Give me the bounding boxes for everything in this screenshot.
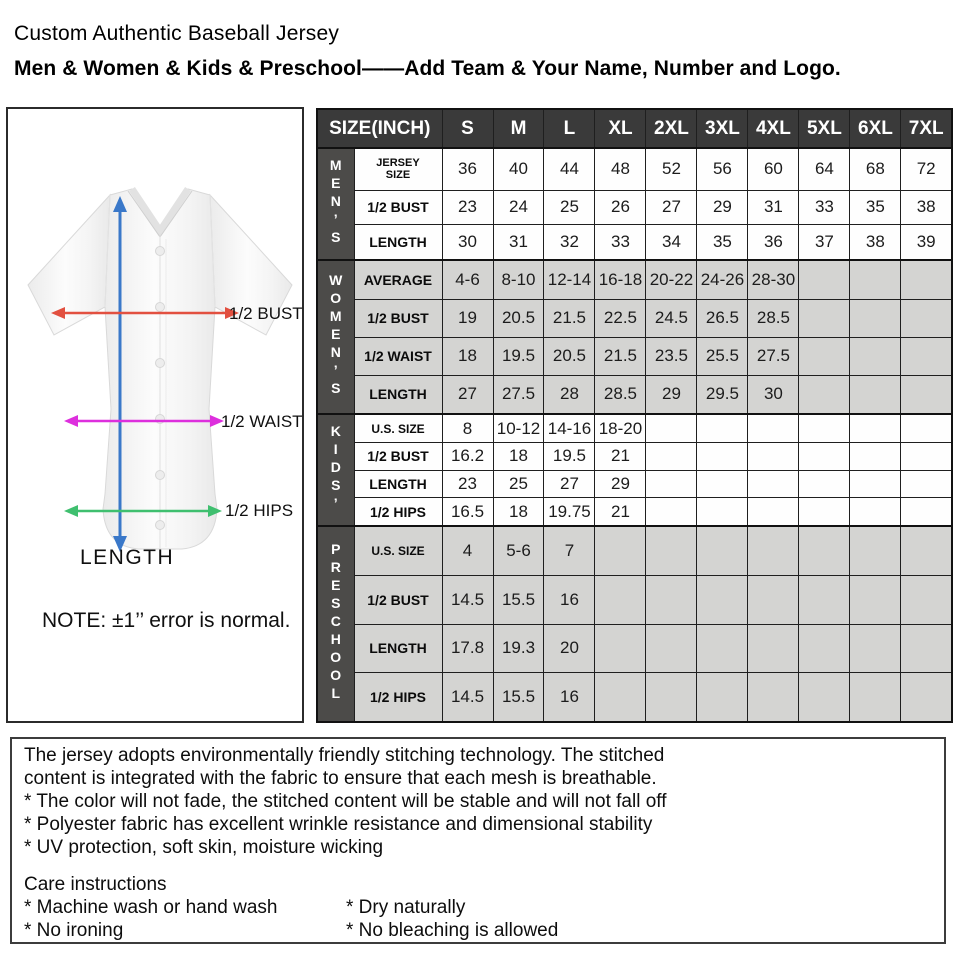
row-label-text: U.S. SIZE	[371, 544, 425, 559]
row-label	[354, 260, 442, 299]
description-line: content is integrated with the fabric to ensure that each mesh is breathable.	[24, 768, 657, 789]
size-value-cell: 16	[544, 672, 595, 722]
row-label	[354, 414, 442, 442]
size-value-cell	[799, 299, 850, 337]
row-label	[354, 375, 442, 414]
row-label	[354, 190, 442, 225]
size-column-header: XL	[595, 109, 646, 148]
size-column-header: 2XL	[646, 109, 697, 148]
size-value-cell: 27.5	[748, 337, 799, 375]
waist-label: 1/2 WAIST	[221, 412, 303, 431]
size-value-cell	[646, 498, 697, 526]
size-value-cell	[901, 672, 952, 722]
size-value-cell: 31	[493, 225, 544, 260]
size-value-cell: 7	[544, 526, 595, 575]
size-value-cell	[646, 470, 697, 498]
size-value-cell	[799, 624, 850, 672]
bust-label: 1/2 BUST	[229, 304, 303, 323]
size-value-cell	[646, 624, 697, 672]
size-value-cell	[646, 442, 697, 470]
size-value-cell: 29	[697, 190, 748, 225]
size-value-cell: 8	[442, 414, 493, 442]
size-value-cell	[799, 672, 850, 722]
size-value-cell	[901, 576, 952, 624]
size-value-cell: 28.5	[748, 299, 799, 337]
size-value-cell	[850, 442, 901, 470]
row-label-text: 1/2 BUST	[367, 591, 429, 608]
group-label-womens	[317, 260, 354, 414]
size-value-cell: 36	[748, 225, 799, 260]
size-value-cell	[901, 498, 952, 526]
size-column-header: 4XL	[748, 109, 799, 148]
size-value-cell: 21	[595, 498, 646, 526]
group-label-kids	[317, 414, 354, 526]
care-item: * Machine wash or hand wash	[24, 897, 278, 918]
size-value-cell: 21	[595, 442, 646, 470]
size-value-cell: 29.5	[697, 375, 748, 414]
size-value-cell: 27	[442, 375, 493, 414]
row-label	[354, 470, 442, 498]
care-item: * No ironing	[24, 920, 124, 941]
size-value-cell: 19.75	[544, 498, 595, 526]
size-value-cell: 29	[595, 470, 646, 498]
size-value-cell: 21.5	[595, 337, 646, 375]
size-value-cell	[748, 442, 799, 470]
size-chart	[316, 108, 953, 723]
size-value-cell: 15.5	[493, 672, 544, 722]
size-value-cell: 4	[442, 526, 493, 575]
description-line: * Polyester fabric has excellent wrinkle resistance and dimensional stability	[24, 814, 653, 835]
size-value-cell	[748, 624, 799, 672]
size-value-cell	[901, 526, 952, 575]
size-value-cell: 18	[493, 442, 544, 470]
size-value-cell: 48	[595, 148, 646, 190]
size-value-cell	[748, 526, 799, 575]
size-value-cell	[850, 576, 901, 624]
size-value-cell: 21.5	[544, 299, 595, 337]
page-title: Custom Authentic Baseball Jersey	[14, 22, 340, 45]
description-line: * UV protection, soft skin, moisture wicking	[24, 837, 384, 858]
row-label	[354, 672, 442, 722]
size-value-cell	[697, 470, 748, 498]
size-value-cell: 64	[799, 148, 850, 190]
size-value-cell: 68	[850, 148, 901, 190]
size-value-cell: 28.5	[595, 375, 646, 414]
size-value-cell	[901, 375, 952, 414]
size-value-cell	[697, 672, 748, 722]
jersey-shape	[28, 189, 292, 549]
size-value-cell	[748, 470, 799, 498]
size-value-cell: 18	[493, 498, 544, 526]
size-value-cell: 34	[646, 225, 697, 260]
size-value-cell: 16-18	[595, 260, 646, 299]
size-value-cell	[595, 526, 646, 575]
size-chart-table	[316, 108, 953, 723]
size-column-header: 5XL	[799, 109, 850, 148]
size-value-cell	[697, 576, 748, 624]
description-line: The jersey adopts environmentally friendly stitching technology. The stitched	[24, 745, 665, 766]
size-value-cell: 56	[697, 148, 748, 190]
row-label	[354, 337, 442, 375]
size-value-cell	[697, 624, 748, 672]
size-value-cell	[748, 576, 799, 624]
size-value-cell: 35	[850, 190, 901, 225]
size-value-cell: 17.8	[442, 624, 493, 672]
size-value-cell: 26	[595, 190, 646, 225]
size-value-cell: 18	[442, 337, 493, 375]
group-label-text: MEN’S	[327, 156, 344, 247]
size-value-cell: 31	[748, 190, 799, 225]
size-value-cell: 20.5	[544, 337, 595, 375]
size-column-header: M	[493, 109, 544, 148]
size-value-cell: 38	[850, 225, 901, 260]
row-label-text: LENGTH	[369, 386, 427, 403]
size-value-cell: 4-6	[442, 260, 493, 299]
size-value-cell: 30	[748, 375, 799, 414]
row-label-text: JERSEY SIZE	[376, 157, 420, 182]
size-value-cell: 25.5	[697, 337, 748, 375]
group-label-mens	[317, 148, 354, 260]
size-value-cell: 28	[544, 375, 595, 414]
size-column-header: 6XL	[850, 109, 901, 148]
size-value-cell	[748, 672, 799, 722]
size-value-cell	[850, 299, 901, 337]
size-value-cell: 39	[901, 225, 952, 260]
size-value-cell: 19.3	[493, 624, 544, 672]
size-value-cell: 19.5	[493, 337, 544, 375]
size-value-cell	[901, 624, 952, 672]
care-item: * No bleaching is allowed	[346, 920, 559, 941]
row-label-text: AVERAGE	[363, 271, 433, 288]
group-label-text: KIDS’	[327, 422, 344, 513]
size-value-cell: 24.5	[646, 299, 697, 337]
product-info-box	[10, 737, 946, 944]
size-value-cell	[901, 337, 952, 375]
row-label	[354, 442, 442, 470]
group-label-text: PRESCHOOL	[327, 540, 344, 703]
size-value-cell	[850, 498, 901, 526]
size-value-cell	[850, 375, 901, 414]
size-value-cell	[748, 414, 799, 442]
size-value-cell	[748, 498, 799, 526]
size-value-cell	[850, 470, 901, 498]
size-value-cell: 20	[544, 624, 595, 672]
row-label	[354, 526, 442, 575]
page-subtitle: Men & Women & Kids & Preschool——Add Team & Your Name, Number and Logo.	[14, 57, 841, 80]
row-label	[354, 498, 442, 526]
size-value-cell: 16.5	[442, 498, 493, 526]
size-value-cell: 36	[442, 148, 493, 190]
size-value-cell	[799, 414, 850, 442]
size-value-cell: 23	[442, 190, 493, 225]
size-value-cell: 27	[646, 190, 697, 225]
size-value-cell: 12-14	[544, 260, 595, 299]
jersey-diagram-panel	[6, 107, 304, 723]
size-value-cell	[697, 414, 748, 442]
size-value-cell	[901, 260, 952, 299]
row-label	[354, 576, 442, 624]
care-instructions-title: Care instructions	[24, 874, 167, 895]
size-value-cell	[799, 526, 850, 575]
size-value-cell: 8-10	[493, 260, 544, 299]
row-label	[354, 624, 442, 672]
size-value-cell	[646, 414, 697, 442]
size-value-cell	[901, 470, 952, 498]
row-label-text: LENGTH	[369, 640, 427, 657]
row-label-text: 1/2 BUST	[367, 199, 429, 216]
size-value-cell: 40	[493, 148, 544, 190]
size-value-cell	[850, 337, 901, 375]
row-label-text: LENGTH	[369, 476, 427, 493]
size-value-cell: 24-26	[697, 260, 748, 299]
hips-label: 1/2 HIPS	[225, 501, 294, 520]
row-label	[354, 225, 442, 260]
size-value-cell: 19	[442, 299, 493, 337]
size-value-cell	[697, 498, 748, 526]
size-value-cell: 32	[544, 225, 595, 260]
size-value-cell: 52	[646, 148, 697, 190]
size-value-cell	[646, 672, 697, 722]
size-value-cell	[901, 299, 952, 337]
size-value-cell	[799, 576, 850, 624]
size-value-cell: 20-22	[646, 260, 697, 299]
size-value-cell: 16.2	[442, 442, 493, 470]
size-value-cell: 23	[442, 470, 493, 498]
size-column-header: L	[544, 109, 595, 148]
row-label-text: U.S. SIZE	[371, 421, 425, 436]
size-value-cell	[799, 470, 850, 498]
size-value-cell: 44	[544, 148, 595, 190]
row-label	[354, 299, 442, 337]
row-label-text: 1/2 HIPS	[369, 688, 427, 705]
size-value-cell	[697, 442, 748, 470]
size-value-cell	[799, 375, 850, 414]
row-label-text: LENGTH	[369, 234, 427, 251]
size-value-cell	[646, 526, 697, 575]
size-column-header: 7XL	[901, 109, 952, 148]
size-value-cell: 14.5	[442, 672, 493, 722]
size-value-cell: 27	[544, 470, 595, 498]
size-value-cell: 27.5	[493, 375, 544, 414]
row-label-text: 1/2 BUST	[367, 310, 429, 327]
size-value-cell: 37	[799, 225, 850, 260]
size-value-cell: 33	[799, 190, 850, 225]
row-label-text: 1/2 WAIST	[364, 348, 432, 365]
size-value-cell: 10-12	[493, 414, 544, 442]
size-value-cell: 25	[544, 190, 595, 225]
size-value-cell	[595, 624, 646, 672]
size-column-header: 3XL	[697, 109, 748, 148]
size-value-cell	[799, 442, 850, 470]
size-value-cell: 29	[646, 375, 697, 414]
length-label: LENGTH	[80, 546, 175, 569]
size-value-cell: 72	[901, 148, 952, 190]
size-value-cell	[901, 414, 952, 442]
size-value-cell: 60	[748, 148, 799, 190]
size-value-cell: 38	[901, 190, 952, 225]
row-label	[354, 148, 442, 190]
size-value-cell	[850, 526, 901, 575]
tolerance-note: NOTE: ±1’’ error is normal.	[42, 609, 291, 632]
size-column-header: S	[442, 109, 493, 148]
size-value-cell: 28-30	[748, 260, 799, 299]
size-value-cell: 18-20	[595, 414, 646, 442]
size-value-cell	[799, 260, 850, 299]
size-value-cell	[595, 576, 646, 624]
size-value-cell: 22.5	[595, 299, 646, 337]
table-corner-header: SIZE(INCH)	[317, 109, 442, 148]
size-value-cell	[850, 414, 901, 442]
care-item: * Dry naturally	[346, 897, 466, 918]
size-value-cell: 20.5	[493, 299, 544, 337]
size-value-cell: 23.5	[646, 337, 697, 375]
size-value-cell: 33	[595, 225, 646, 260]
size-value-cell: 14-16	[544, 414, 595, 442]
size-value-cell: 19.5	[544, 442, 595, 470]
size-value-cell	[799, 498, 850, 526]
size-value-cell: 16	[544, 576, 595, 624]
size-value-cell: 5-6	[493, 526, 544, 575]
size-value-cell	[799, 337, 850, 375]
size-value-cell	[850, 672, 901, 722]
size-value-cell: 35	[697, 225, 748, 260]
row-label-text: 1/2 BUST	[367, 448, 429, 465]
group-label-text: WOMEN’S	[327, 271, 344, 398]
size-value-cell: 15.5	[493, 576, 544, 624]
group-label-preschool	[317, 526, 354, 722]
size-value-cell: 14.5	[442, 576, 493, 624]
size-value-cell	[850, 260, 901, 299]
size-value-cell: 25	[493, 470, 544, 498]
size-value-cell: 24	[493, 190, 544, 225]
size-value-cell	[850, 624, 901, 672]
size-value-cell	[901, 442, 952, 470]
size-value-cell: 30	[442, 225, 493, 260]
row-label-text: 1/2 HIPS	[369, 503, 427, 520]
size-value-cell	[646, 576, 697, 624]
size-value-cell: 26.5	[697, 299, 748, 337]
description-line: * The color will not fade, the stitched content will be stable and will not fall off	[24, 791, 667, 812]
size-value-cell	[595, 672, 646, 722]
size-value-cell	[697, 526, 748, 575]
